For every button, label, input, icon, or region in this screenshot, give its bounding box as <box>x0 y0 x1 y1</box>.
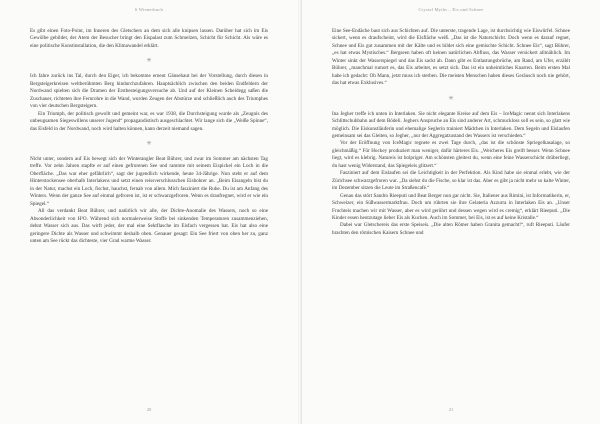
section-ornament-icon: ✳ <box>448 95 454 102</box>
section-ornament-icon: ✳ <box>146 58 152 65</box>
paragraph: Vor der Eröffnung von IceMagic regnete es zwei Tage durch, „das ist die schönste Spriegelkasalage, so gleichmäßig.“ Für Hockey produziert man weniger, dafür härteres Eis. „Weicheres Eis greift besser. Wenn Schnee liegt, wird es klebrig. Natureis ist holpriger. Am schönsten gleitest du, wenn eine feine Wasserschicht drüberliegt, du hast wenig Widerstand, das Spiegeleis glitzert.“ <box>332 140 570 169</box>
left-page-text <box>30 28 268 245</box>
paragraph: Es gibt einen Foto-Point, im Inneren des Gletschers an dem sich alle knipsen lassen. Darüber hat sich im Eis Gewölbe gebildet, der Atem der Besucher bringt den Eispalast zum Schmelzen, Schicht für Schicht. Als wäre es eine politische Kunstinstallation, die den Klimawandel erklärt. <box>30 28 268 49</box>
section-ornament-icon: ✳ <box>146 140 152 147</box>
paragraph: All das verdankt Beat Bührer, und natürlich wir alle, der Dichte-Anomalie des Wassers, noch so eine Absonderlichkeit von H²O. Während sich normalerweise Stoffe bei sinkenden Temperaturen zusammenziehen, dehnt Wasser sich aus. Das wirft jeder, der mal eine Sektflasche im Eisfach vergessen hat. Eis hat also eine geringere Dichte als Wasser und schwimmt deshalb oben. Genauer gesagt: Ein See friert von oben her zu, ganz unten am See rückt das dichteste, vier Grad warme Wasser. <box>30 208 268 244</box>
paragraph: Ina Jegher treffe ich unten in Interlaken. Sie nicht elegante Kreise auf dem Eis – IceMagic nennt sich Interlakens Schlittschuhbahn auf dem Bödeli. Jeghers Anspruche an Eis sind anderer Art, schmuckloss soll es sein, so glatt wie möglich. Die Eiskunstläuferin und ehemalige Seglerin trainiert Mädchen in Interlaken. Dem Segeln und Eislaufen gemeinsam sei das Gleiten, so Jegher, „nur der Aggregatzustand des Wassers ist verschieden.“ <box>332 110 570 139</box>
right-page-text <box>332 28 570 237</box>
paragraph: Eine See-Endäche baut sich aus Schichten auf. Die unterste, tragende Lage, ist durchsichtig wie Eiswürfel. Schnee sickert, wenn es draufscheint, wird die Eisfläche weiß. „Das ist die Naturschicht. Doch wenn es darauf regnet, Schnee und Eis gut zusammen mit der Kälte und es bildet sich eine gemischte Schicht. Schnee Eis“, sagt Bührer, „es hat etwas Mystisches.“ Bergseen haben oft keinen natürlichen Abfluss, das Wasser versickert allmählich. Im Winter sinkt der Wasserspiegel und das Eis sackt ab. Dann gibt es Entlastungsbrüche, am Rand, am Ufer, erzählt Bührer, „manchmal rumort es, das Eis arbeitet, es setzt sich. Das ist ein unheimliches Knarren. Beim ersten Mal habe ich gedacht: Oh Mann, jetzt muss ich sterben. Die meisten Menschen haben dieses Geräusch noch nie gehört, das hat etwas Exklusives.“ <box>332 28 570 87</box>
left-page-number: 20 <box>146 407 152 412</box>
paragraph: Ein Triumph, der politisch gewollt und gemeint war, es war 1938, die Durchsteigung wurde als „Zeugnis des unbeugsamen Siegeswillens unserer Jugend“ propagandistisch ausgeschlachtet. Wir lange sich die „Weiße Spinne“, das Eisfeld in der Nordwand, noch wird halten können, kann derzeit niemand sagen. <box>30 110 268 132</box>
paragraph: Fasziniert auf dem Eislaufen sei die Leichtigkeit in der Perfektion. Als Kind habe sie einmal erlebt, wie der Zürichsee schwarzgefroren war. „Da siehst du die Fische, so klar ist das. Aber es gibt ja nicht mehr so kalte Winter, im Dezember sitzen die Leute im Straßencafé.“ <box>332 170 570 192</box>
left-running-head: 6 Wienerbuch <box>134 7 164 12</box>
left-page <box>0 0 299 424</box>
right-page <box>301 0 600 424</box>
right-page-number: 21 <box>448 407 454 412</box>
paragraph: Nicht unter, sondern auf Eis bewegt sich der Winterangler Beat Bührer, und zwar im Sommer am nächsten Tag treffe. Vor zehn Jahren stapfte er auf einen gefrorenen See und rammte mit seinem Eispickel ein Loch in die Oberfläche. „Das war eher gefährlich“, sagt der jugendlich wirkende, heute 34-Jährige. Nun steht er auf dem Hinterstockensee oberhalb Interlakens und setzt einen reissverschlusschen Eisbohrer an. „Beim Eisangeln bist du in der Natur, machst ein Loch, fischst, hauchst, fernab von allem. Mich fasziniert die Ruhe. Du ist am Anfang des Winters. Wenn der ganze See auf einmal gefroren ist, ist er schwarzgefroren. Wenn es draufregnet, wird er wie ein Spiegel.“ <box>30 155 268 207</box>
paragraph: Ich fahre zurück ins Tal, durch den Eiger, ich bekomme erneut Gänsehaut bei der Vorstellung, durch diesen in Bergsteigerkreisen weltberühmten Berg hindurchzufahren. Hauptsächlich zwischen den beiden Endfeldern der Nordwand spielten sich die Dramen der Erstbesteigungsversuche ab. Und auf der Kleinen Scheidegg saßen die Zuschauer, richteten ihre Fernrohre in die Wand, wurden Zeugen der Abstürze und schließlich auch des Triumphes von vier deutschen Bergsteigern. <box>30 73 268 110</box>
paragraph: Dabei war Gletschereis das erste Speiseis. „Die alten Römer haben Granita gemacht!“, ruft Rieeputi. Läufer brachten den römischen Kaisern Schnee und <box>332 222 570 236</box>
paragraph: Genau das stört Sandro Rieeputi und Beat Berger nun gar nicht. Sie, Italiener aus Rimini, ist Informatikerin, er, Schweizer, ein Süßwassermarktfrau. Doch um rührten sie ihre Gelateria Azzurra in Interlaken Eis an. „Unser Fruchteis machen wir mit Wasser, aber es wird gerührt und dessen wegen wird es cremig“, erklärt Rieeputi. „Die Kinder essen heutzutage lieber Eis als Kuchen. Auch im Sommer, bei Eis, ist es auf keine Kristalle.“ <box>332 192 570 221</box>
right-running-head: Crystal Myths – Eis und Schnee <box>418 7 484 12</box>
